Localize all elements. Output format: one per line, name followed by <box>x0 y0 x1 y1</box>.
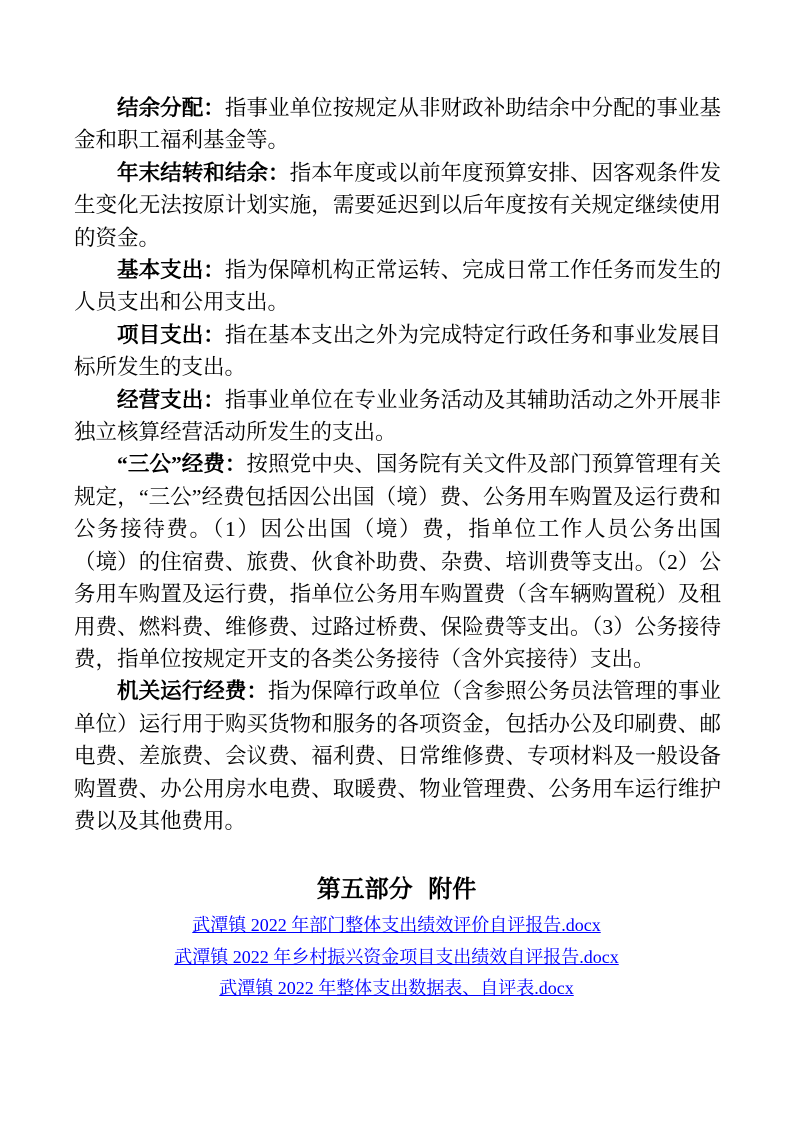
definition-operating-expenditure <box>74 384 721 449</box>
definition-year-end-carryover <box>74 157 721 254</box>
glossary-section <box>74 92 721 837</box>
definition-text: 按照党中央、国务院有关文件及部门预算管理有关规定，“三公”经费包括因公出国（境）费、公务用车购置及运行费和公务接待费。（1）因公出国（境）费，指单位工作人员公务出国（境）的住宿费、旅费、伙食补助费、杂费、培训费等支出。（2）公务用车购置及运行费，指单位公务用车购置费（含车辆购置税）及租用费、燃料费、维修费、过路过桥费、保险费等支出。（3）公务接待费，指单位按规定开支的各类公务接待（含外宾接待）支出。 <box>74 452 721 671</box>
attachment-item <box>0 973 793 1005</box>
definition-text: 指在基本支出之外为完成特定行政任务和事业发展目标所发生的支出。 <box>74 322 721 380</box>
definition-text: 指为保障行政单位（含参照公务员法管理的事业单位）运行用于购买货物和服务的各项资金，包括办公及印刷费、邮电费、差旅费、会议费、福利费、日常维修费、专项材料及一般设备购置费、办公用房水电费、取暖费、物业管理费、公务用车运行维护费以及其他费用。 <box>74 679 721 833</box>
definition-project-expenditure <box>74 319 721 384</box>
attachment-link-dept-performance-report[interactable]: 武潭镇 2022 年部门整体支出绩效评价自评报告.docx <box>192 915 601 936</box>
definition-basic-expenditure <box>74 254 721 319</box>
definition-term: 基本支出： <box>117 258 225 283</box>
definition-term: “三公”经费： <box>117 452 247 477</box>
attachment-item <box>0 942 793 974</box>
section-title: 第五部分 附件 <box>316 877 477 904</box>
attachment-link-expenditure-data-table[interactable]: 武潭镇 2022 年整体支出数据表、自评表.docx <box>219 978 574 999</box>
definition-text: 指为保障机构正常运转、完成日常工作任务而发生的人员支出和公用支出。 <box>74 258 721 315</box>
definition-term: 项目支出： <box>117 322 225 347</box>
definition-text: 指事业单位在专业业务活动及其辅助活动之外开展非独立核算经营活动所发生的支出。 <box>74 387 721 445</box>
attachment-item <box>0 910 793 942</box>
definition-term: 机关运行经费： <box>117 679 269 704</box>
definition-term: 经营支出： <box>117 387 225 412</box>
definition-term: 结余分配： <box>117 96 225 120</box>
definition-text: 指事业单位按规定从非财政补助结余中分配的事业基金和职工福利基金等。 <box>74 96 721 153</box>
definition-term: 年末结转和结余： <box>117 160 290 185</box>
definition-surplus-distribution <box>74 92 721 157</box>
definition-three-public-expenses <box>74 448 721 675</box>
definition-text: 指本年度或以前年度预算安排、因客观条件发生变化无法按原计划实施，需要延迟到以后年度按有关规定继续使用的资金。 <box>74 160 721 250</box>
attachment-link-rural-revitalization-report[interactable]: 武潭镇 2022 年乡村振兴资金项目支出绩效自评报告.docx <box>174 946 619 967</box>
attachment-list <box>0 910 793 1005</box>
definition-agency-operating-expenses <box>74 675 721 837</box>
